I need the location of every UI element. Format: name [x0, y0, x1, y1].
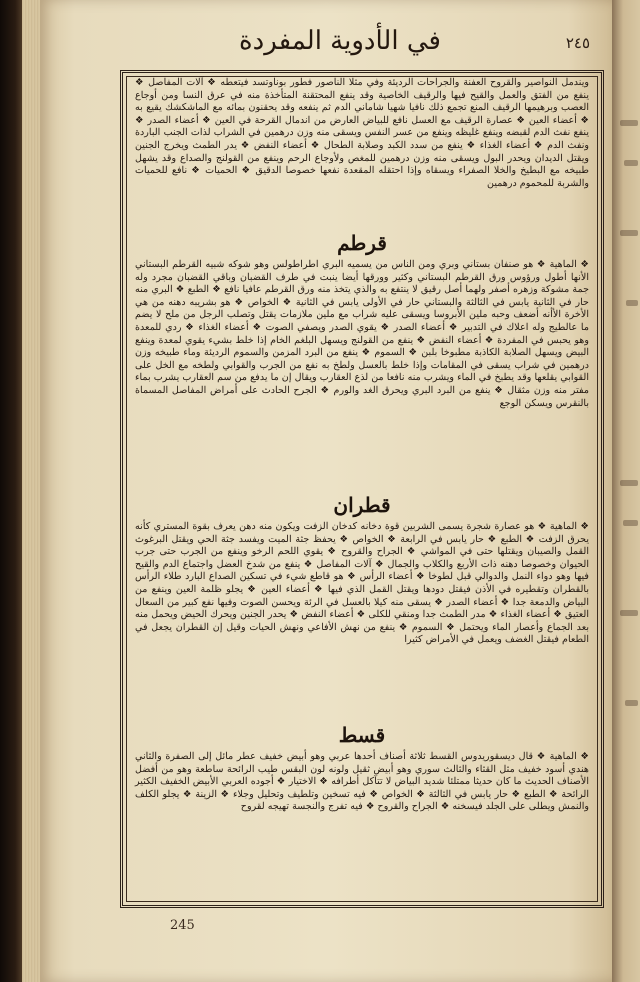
paragraph-qurtum: ❖ الماهية ❖ هو صنفان بستاني وبري ومن الناس من يسميه البري اطراطولس وهو شوكه شبيه القرطم البستاني الأنها أطول ورؤوس ورق القرطم البستاني وكثير وورقها أيضا ينبت في طرف القضبان وباقي القضبان مجرد وله جمة مشوكة وزهره أصفر ولهما أصل رقيق لا ينتفع به والذي يتخذ منه ورق القرطم عافيا نافع ❖ الطبع ❖ البري منه حار في الثانية يابس في الثالثة والبستاني حار في الأولى يابس في الثانية ❖ الخواص ❖ هو بشريبه دهنه من هي الأخرة الأأنه أضعف وحبه ملين الأبروسا ويسقى عليه شراب مع ملين ملازمات يقتل وتصلب الرجل من ملح لا يضم ما عالطيج وله اعلاك في التدبير ❖ أعضاء الصدر ❖ يقوي الصدر ويصفي الصوت ❖ أعضاء الغذاء ❖ ردي للمعدة وهو يحبس في المفردة ❖ أعضاء النفض ❖ ينفع من القولنج ويسهل البلغم الخام إذا خلط بشيء يقوي لمعدة وينفع البيض ويسهل الصلابة الكاذبة مطبوخا بلبن ❖ السموم ❖ ينفع من البرد المزمن والسموم الرديئة وماء طبيخه وزن درهمين في شراب يسقى في المقامات وإذا خلط بالعسل ولطخ به نفع من الجرب والقوابي ولطخه مع الخل على القوابي يقلعها وقد يطبخ في الماء ويشرب منه نافعا من لذع العقارب ويقال إن ما يدفع من سم العقارب يشرب بماء مفتر منه وزن مثقال ❖ ينفع من البرد البري ويحرق الغد والورم ❖ الجرح الحادث على أمراض المفاصل المسماة بالنقرس ويسكن الوجع	[135, 259, 589, 409]
paragraph-qurtum-prev: ويندمل النواصير والقروح العفنة والجراحات الرديئة وفي مثلا الناصور فطور بوناوتسد فيتعطه ❖ آلات المفاصل ❖ ينفع من الفتق والعمل والقيح فيها والرقيف الخاصية وقد ينفع المحتقنة المتأخذة منه في عرق النسا ومن أوجاع العصب وبرهيمها الرقيف المنع تجمع ذلك نافيا شهيا شاماني الدم ثم ينفعه وقد يحقنون بمائه مع الماشكشك يقيع به ❖ أعضاء العين ❖ عصارة الرقيف مع العسل نافع للبياض العارض من اندمال القرحة في العين ❖ أعضاء الصدر ❖ ينفع نفث الدم لقبضه وينفع غليظه وينفع من عسر النفس ويسقى منه وزن درهمين في الشراب لذات الجنب الباردة ونفث الدم ❖ أعضاء الغذاء ❖ ينفع من سدد الكبد وصلابة الطحال ❖ أعضاء النفض ❖ يدر الطمث ويخرج الجنين ويقتل الديدان ويحدر البول ويسقى منه وزن درهمين للمغص ولأوجاع الرحم وينفع من القولنج والصداع وقد يشهل طبيخه مع البطيخ والخلا الصفراء ويسقاه وإذا احتقله المقعدة نفعها خصوصا الدقيق ❖ الحميات ❖ نافع للحميات والشربة للمحموم درهمين	[135, 77, 589, 189]
paragraph-qatran: ❖ الماهية ❖ هو عصارة شجرة يسمى الشربين قوة دخانه كدخان الزفت ويكون منه دهن يعرف بقوة المستري كأنه يحرق الزفت ❖ الطبع ❖ حار يابس في الرابعة ❖ الخواص ❖ يحفظ جثة الميت ويفسد جثة الحي ويقتل البرغوث القمل والصيبان ويقتلها حتى في المواشي ❖ الجراح والقروح ❖ يقوي اللحم الرخو وينفع من الجرب حتى جرب الحيوان وخصوصا دهنه ذات الأربع والكلاب والجمال ❖ آلات المفاصل ❖ ينفع من شدخ العضل واجتماع الدم والقيح فيها وهو دواء النمل والدوالي قبل لطوخا ❖ أعضاء الرأس ❖ هو قاطع شيء في تسكين الصداع البارد طلاء الرأس بالقطران وتقطيره في الأذن فيقتل دودها ويقتل القمل الذي فيها ❖ أعضاء العين ❖ يجلو ظلمة العين وينفع من البياض والدمعة جدا ❖ أعضاء الصدر ❖ يسقى منه كيلا بالعسل في الرئة ويحسن الصوت وفيها نفع كبير من السعال العتيق ❖ أعضاء الغذاء ❖ مدر الطمث جدا ومنقي للكلى ❖ أعضاء النفض ❖ يحدر الجنين ويحرك الحيض ويحمل منه بعد الجماع وأعصار الماء ويحتمل ❖ السموم ❖ ينفع من نهش الأفاعي ونهش الحيات وقيل إن القطران يجعل في الطعام فيقتل الغضف ويعمل في الأمراض كثيرا	[135, 521, 589, 646]
text-frame	[120, 70, 604, 908]
page-header	[80, 22, 600, 68]
heading-qust: قسط	[338, 723, 386, 747]
heading-qurtum: قرطم	[337, 231, 387, 255]
footer-page-number: 245	[170, 918, 195, 933]
adjacent-page	[612, 0, 640, 982]
running-title: في الأدوية المفردة	[239, 26, 441, 56]
paragraph-qust: ❖ الماهية ❖ قال ديسقوريدوس القسط ثلاثة أصناف أحدها عربي وهو أبيض خفيف عطر مائل إلى الصفرة والثاني هندي أسود خفيف مثل القثاء والثالث سوري وهو أبيض ثقيل ولونه لون البقس طيب الرائحة ساطعة وهو من أفضل الأصناف الحديث ما كان حديثا ممتلئا شديد البياض لا تتآكل أطرافه ❖ الاختيار ❖ أجوده العربي الأبيض الخفيف الكثير الرائحة ❖ الطبع ❖ حار يابس في الثالثة ❖ الخواص ❖ فيه تسخين وتلطيف وتحليل وجلاء ❖ الزينة ❖ يجلو الكلف والنمش ويطلى على الجلد فيسخنه ❖ الجراح والقروح ❖ فيه تفرج والنجسة تهيجه لقروح	[135, 751, 589, 813]
page-number: ٢٤٥	[565, 34, 590, 52]
heading-qatran: قطران	[333, 493, 391, 517]
